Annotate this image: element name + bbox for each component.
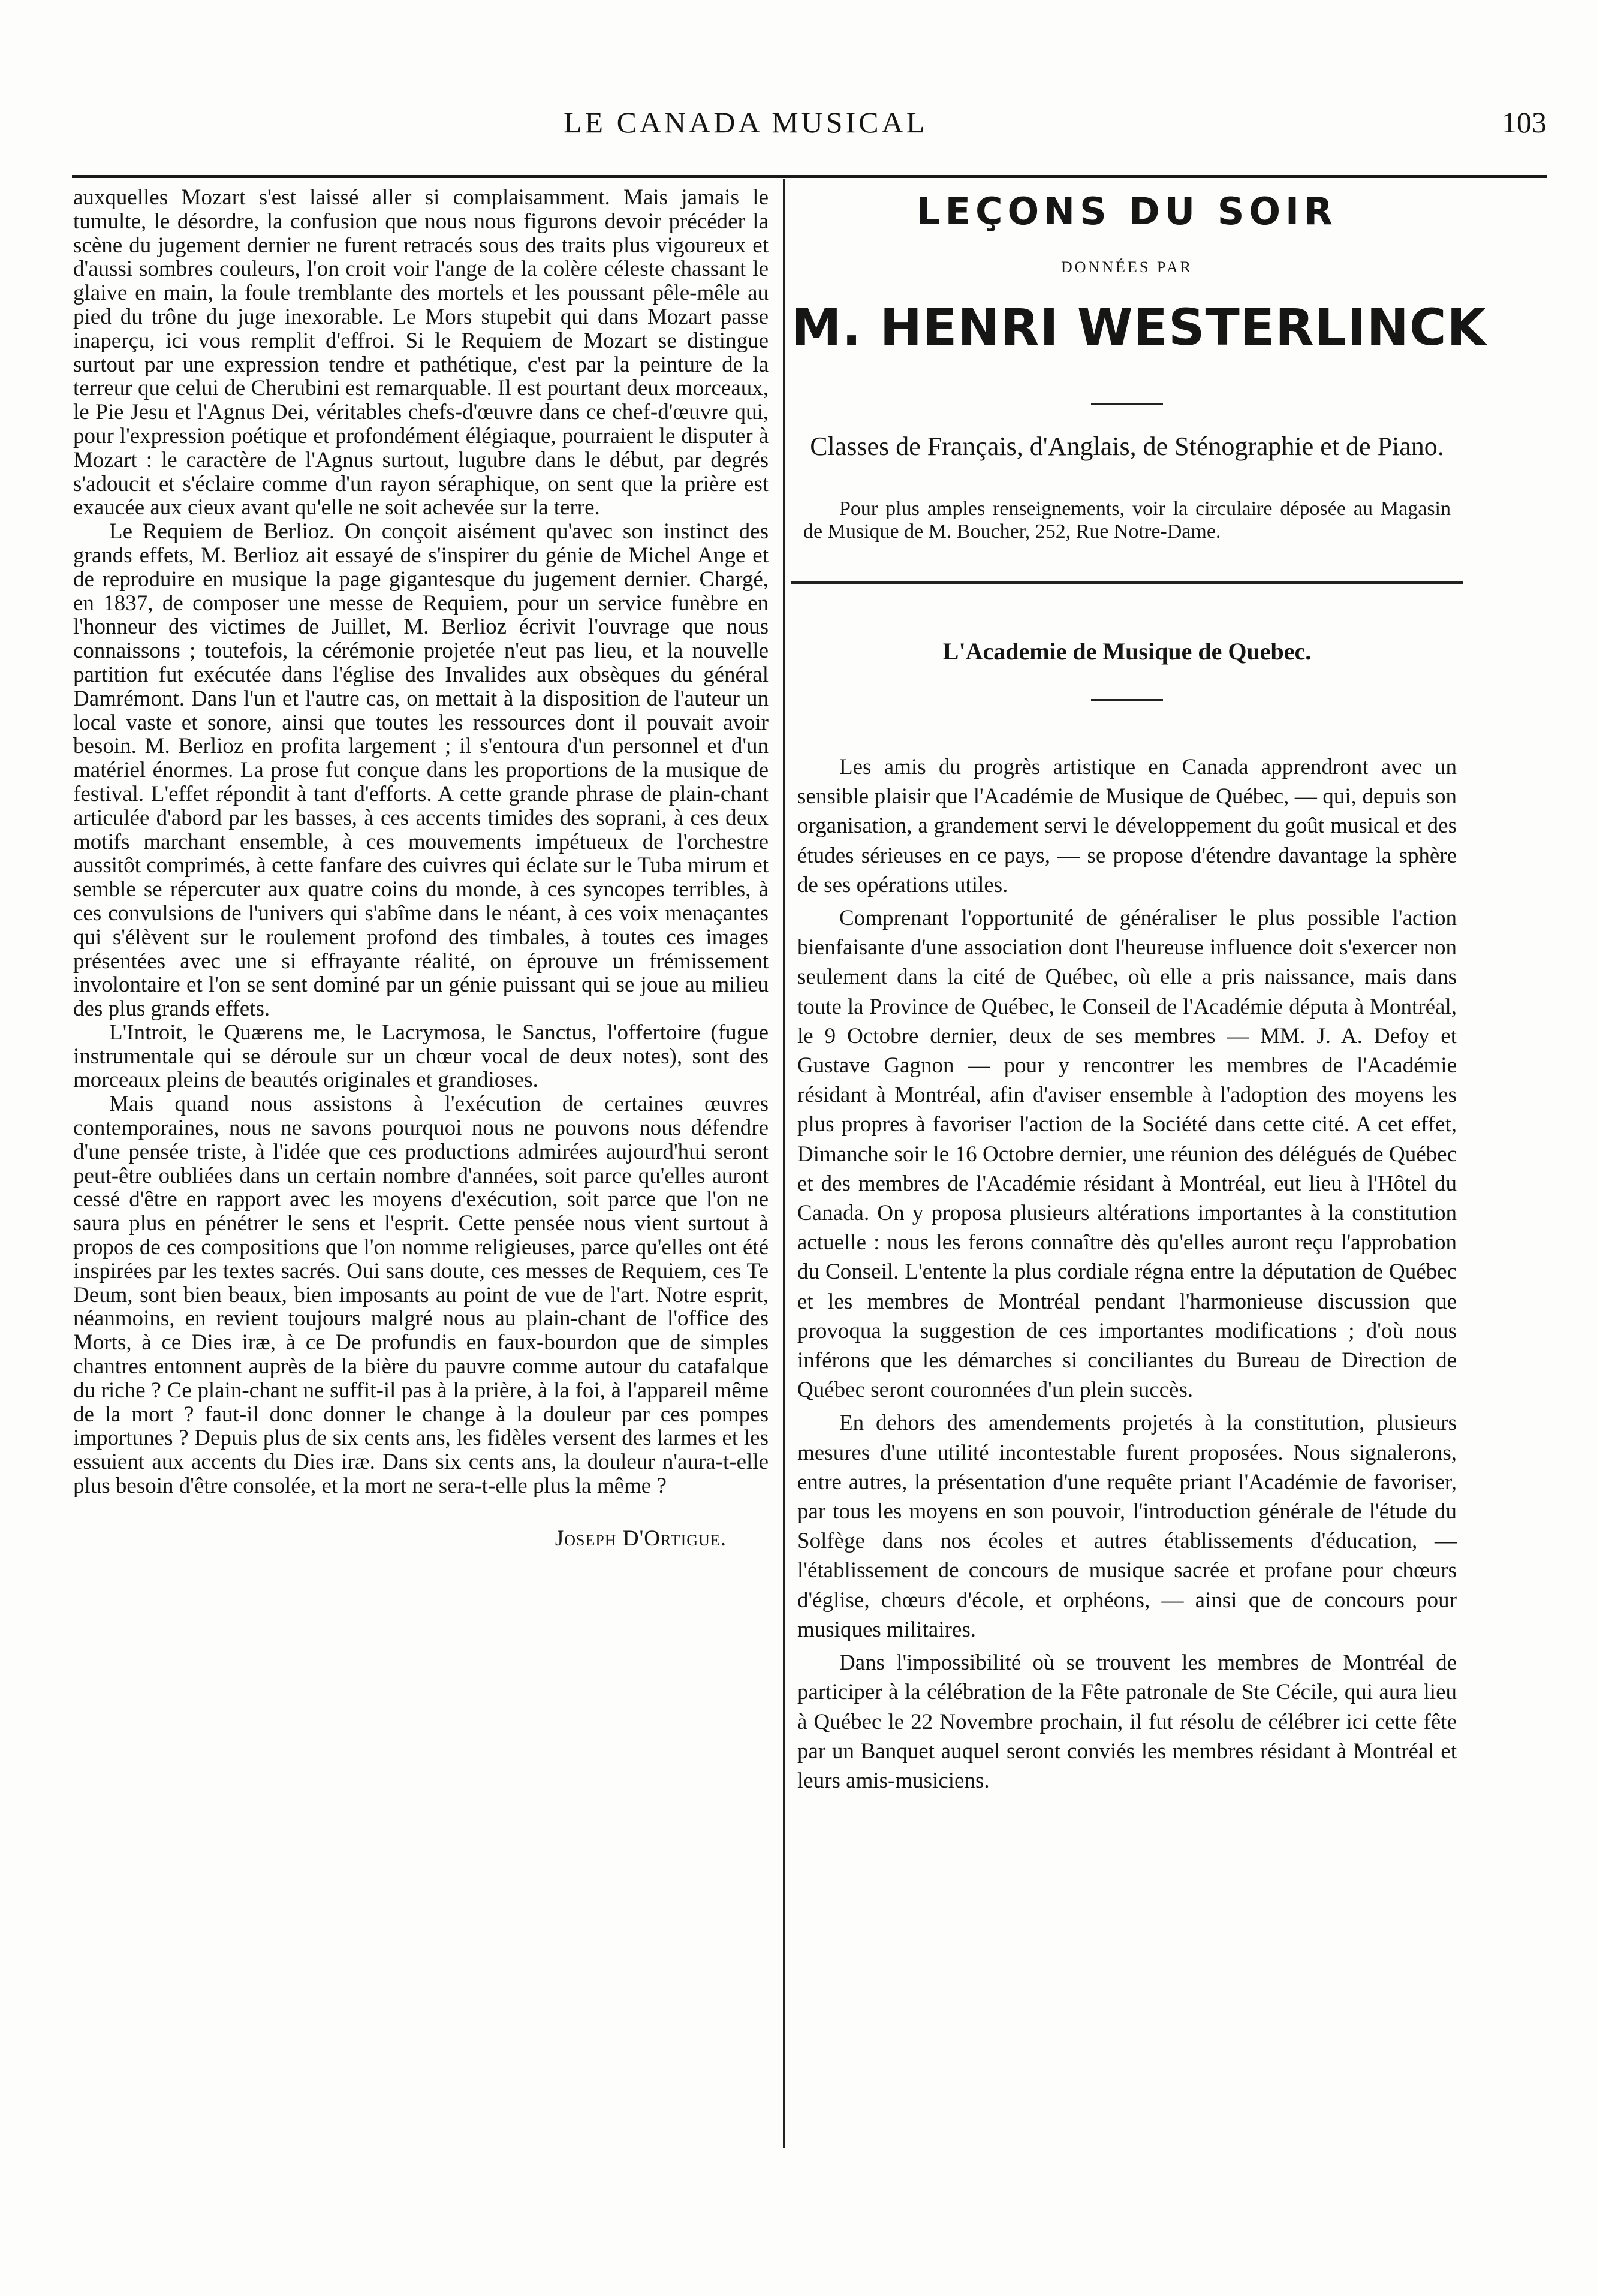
article-paragraph: Comprenant l'opportunité de généraliser le plus possible l'action bienfaisante d'une association dont l'heureuse influence doit s'exercer non seulement dans la cité de Québec, où elle a pris naissance, mais dans toute la Province de Québec, le Conseil de l'Académie députa à Montréal, le 9 Octobre dernier, deux de ses membres — MM. J. A. Defoy et Gustave Gagnon — pour y rencontrer les membres de l'Académie résidant à Montréal, afin d'aviser ensemble à l'adoption des moyens les plus propres à favoriser l'action de la Société dans cette cité. A cet effet, Dimanche soir le 16 Octobre dernier, une réunion des délégués de Québec et des membres de l'Académie résidant à Montréal, eut lieu à l'Hôtel du Canada. On y proposa plusieurs altérations importantes à la constitution actuelle : nous les ferons connaître dès qu'elles auront reçu l'approbation du Conseil. L'entente la plus cordiale régna entre la députation de Québec et les membres de Montréal pendant l'harmonieuse discussion que provoqua la suggestion de ces importantes modifications ; d'où nous inférons que les démarches si conciliantes du Bureau de Direction de Québec seront couronnées d'un plein succès. xyxy=(797,906,1457,1403)
paragraph-plain-chant: Mais quand nous assistons à l'exécution de certaines œuvres contemporaines, nous ne savons pourquoi nous ne pouvons nous défendre d'une pensée triste, à l'idée que ces productions admirées aujourd'hui seront peut-être oubliées dans un certain nombre d'années, soit parce qu'elles auront cessé d'être en rapport avec les moyens d'exécution, soit parce que l'on ne saura plus en pénétrer le sens et l'esprit. Cette pensée nous vient surtout à propos de ces compositions que l'on nomme religieuses, parce qu'elles ont été inspirées par les textes sacrés. Oui sans doute, ces messes de Requiem, ces Te Deum, sont bien beaux, bien imposants au point de vue de l'art. Notre esprit, néanmoins, en revient toujours malgré nous au plain-chant de l'office des Morts, à ce Dies iræ, à ce De profundis en faux-bourdon que de simples chantres entonnent auprès de la bière du pauvre comme autour du catafalque du riche ? Ce plain-chant ne suffit-il pas à la prière, à la foi, à l'appareil même de la mort ? faut-il donc donner le change à la douleur par ces pompes importunes ? Depuis plus de six cents ans, les fidèles versent des larmes et les essuient aux accents du Dies iræ. Dans six cents ans, la douleur n'aura-t-elle plus besoin d'être consolée, et la mort ne sera-t-elle plus la même ? xyxy=(73,1092,769,1499)
paragraph-introit: L'Introit, le Quærens me, le Lacrymosa, le Sanctus, l'offertoire (fugue instrumentale qui se déroule sur un chœur vocal de deux notes), sont des morceaux pleins de beautés originales et grandioses. xyxy=(73,1020,769,1093)
right-column xyxy=(791,186,1487,1795)
ad-given-by: DONNÉES PAR xyxy=(1060,258,1194,276)
article-paragraph: Dans l'impossibilité où se trouvent les membres de Montréal de participer à la célébration de la Fête patronale de Ste Cécile, qui aura lieu à Québec le 22 Novembre prochain, il fut résolu de célébrer ici cette fête par un Banquet auquel seront conviés les membres résidant à Montréal et leurs amis-musiciens. xyxy=(797,1650,1457,1793)
left-column xyxy=(73,186,769,1551)
page-header xyxy=(72,105,1547,147)
paragraph-berlioz-requiem: Le Requiem de Berlioz. On conçoit aisément qu'avec son instinct des grands effets, M. Berlioz ait essayé de s'inspirer du génie de Michel Ange et de reproduire en musique la page gigantesque du jugement dernier. Chargé, en 1837, de composer une messe de Requiem, pour un service funèbre en l'honneur des victimes de Juillet, M. Berlioz écrivit l'ouvrage que nous connaissons ; toutefois, la cérémonie projetée n'eut pas lieu, et la nouvelle partition fut exécutée dans l'église des Invalides aux obsèques du général Damrémont. Dans l'un et l'autre cas, on mettait à la disposition de l'auteur un local vaste et sonore, ainsi que toutes les ressources dont il pouvait avoir besoin. M. Berlioz en profita largement ; il s'entoura d'un personnel et d'un matériel énormes. La prose fut conçue dans les proportions de la musique de festival. L'effet répondit à tant d'efforts. A cette grande phrase de plain-chant articulée d'abord par les basses, à ces accents timides des soprani, à ces deux motifs marchant ensemble, à ces mouvements impétueux de l'orchestre aussitôt comprimés, à cette fanfare des cuivres qui éclate sur le Tuba mirum et semble se répercuter aux quatre coins du monde, à ces syncopes terribles, à ces convulsions de l'univers qui s'abîme dans le néant, à ces voix menaçantes qui s'élèvent sur le roulement profond des timbales, à toutes ces images présentées avec une si effrayante réalité, on éprouve un frémissement involontaire et l'on se sent dominé par un génie puissant qui se joue au milieu des plus grands effets. xyxy=(73,519,769,1022)
article-title-rule xyxy=(1091,699,1163,701)
running-title: LE CANADA MUSICAL xyxy=(564,106,928,139)
article-paragraph: Les amis du progrès artistique en Canada apprendront avec un sensible plaisir que l'Académie de Musique de Québec, — qui, depuis son organisation, a grandement servi le développement du goût musical et des études sérieuses en ce pays, — se propose d'étendre davantage la sphère de ses opérations utiles. xyxy=(797,755,1457,897)
ad-title: LEÇONS DU SOIR xyxy=(917,189,1337,233)
section-rule xyxy=(791,581,1463,584)
author-signature: Joseph D'Ortigue. xyxy=(555,1526,727,1551)
ad-classes: Classes de Français, d'Anglais, de Sténographie et de Piano. xyxy=(810,432,1444,461)
ad-info: Pour plus amples renseignements, voir la circulaire déposée au Magasin de Musique de M. Boucher, 252, Rue Notre-Dame. xyxy=(803,498,1451,543)
paragraph-mozart-cherubini: auxquelles Mozart s'est laissé aller si complaisamment. Mais jamais le tumulte, le désordre, la confusion que nous nous figurons devoir précéder la scène du jugement dernier ne furent retracés sous des traits plus vigoureux et d'aussi sombres couleurs, l'on croit voir l'ange de la colère céleste chassant le glaive en main, la foule tremblante des mortels et les poussant pêle-mêle au pied du trône du juge inexorable. Le Mors stupebit qui dans Mozart passe inaperçu, ici vous remplit d'effroi. Si le Requiem de Mozart se distingue surtout par une expression tendre et pathétique, c'est par la peinture de la terreur que celui de Cherubini est remarquable. Il est pourtant deux morceaux, le Pie Jesu et l'Agnus Dei, véritables chefs-d'œuvre dans ce chef-d'œuvre qui, pour l'expression poétique et profondément élégiaque, pourraient le disputer à Mozart : le caractère de l'Agnus surtout, lugubre dans le début, par degrés s'adoucit et s'éclaire comme d'un rayon séraphique, on sent que la prière est exaucée aux cieux avant qu'elle ne soit achevée sur la terre. xyxy=(73,185,769,520)
ad-separator-rule xyxy=(1091,403,1163,405)
article-title: L'Academie de Musique de Quebec. xyxy=(942,638,1312,665)
article-body xyxy=(791,752,1463,1795)
column-divider xyxy=(783,179,785,2148)
page-number: 103 xyxy=(1502,106,1547,139)
header-rule xyxy=(72,175,1547,178)
article-paragraph: En dehors des amendements projetés à la constitution, plusieurs mesures d'une utilité incontestable furent proposées. Nous signalerons, entre autres, la présentation d'une requête priant l'Académie de favoriser, par tous les moyens en son pouvoir, l'introduction générale de l'étude du Solfège dans nos écoles et autres établissements d'éducation, — l'établissement de concours de musique sacrée et profane pour chœurs d'église, chœurs d'école, et orphéons, — ainsi que de concours pour musiques militaires. xyxy=(797,1411,1457,1642)
ad-teacher-name: M. HENRI WESTERLINCK xyxy=(791,298,1487,357)
